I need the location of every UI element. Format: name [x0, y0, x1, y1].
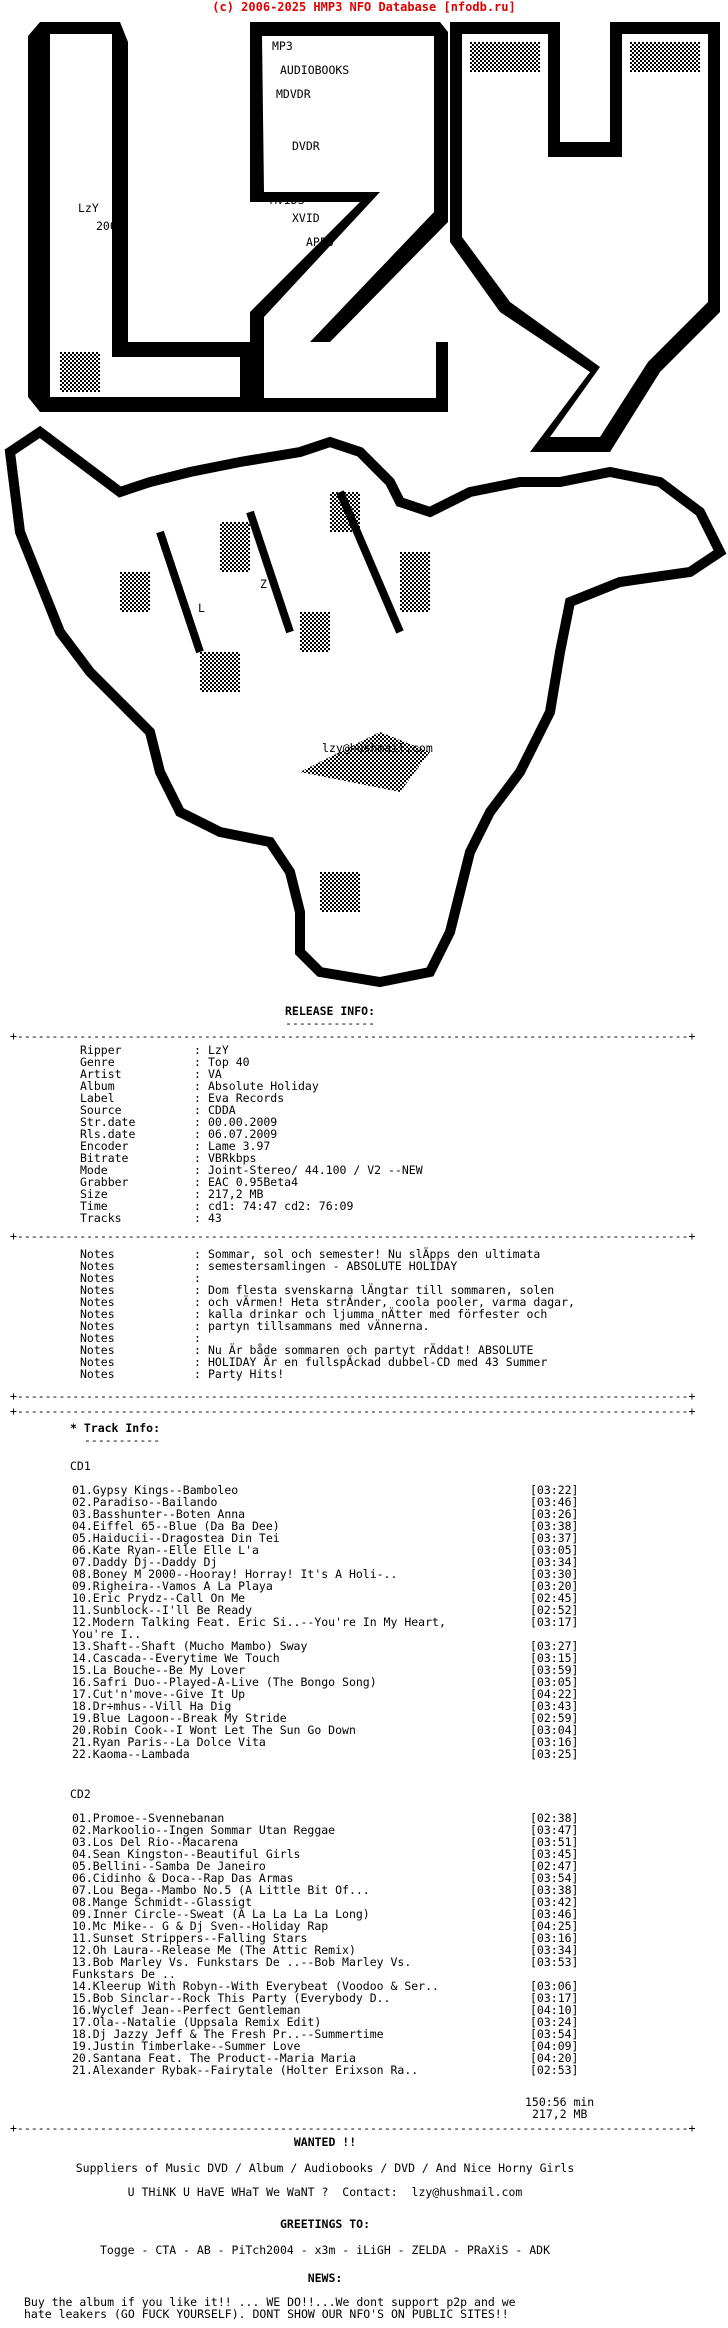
track-title: 20.Santana Feat. The Product--Maria Maria — [72, 2051, 356, 2065]
total-time: 150:56 min — [525, 2095, 595, 2109]
track-title: 05.Bellini--Samba De Janeiro — [72, 1859, 266, 1873]
field-key: Rls.date — [80, 1127, 136, 1141]
track-title: 02.Markoolio--Ingen Sommar Utan Reggae — [72, 1823, 336, 1837]
wanted-line-1: Suppliers of Music DVD / Album / Audiobooks / DVD / And Nice Horny Girls — [75, 2161, 575, 2175]
track-duration: [03:04] — [530, 1723, 579, 1737]
track-title: 12.Oh Laura--Release Me (The Attic Remix) — [72, 1943, 356, 1957]
field-colon: : — [194, 1103, 201, 1117]
note-colon: : — [194, 1319, 201, 1333]
track-duration: [03:34] — [530, 1943, 579, 1957]
field-colon: : — [194, 1151, 201, 1165]
field-colon: : — [194, 1139, 201, 1153]
track-title: 01.Gypsy Kings--Bamboleo — [72, 1483, 239, 1497]
field-colon: : — [194, 1043, 201, 1057]
field-value: VA — [208, 1067, 222, 1081]
track-row — [10, 1748, 660, 1760]
note-colon: : — [194, 1271, 201, 1285]
track-title: 18.Dr÷mhus--Vill Ha Dig — [72, 1699, 232, 1713]
field-colon: : — [194, 1163, 201, 1177]
track-title: 03.Basshunter--Boten Anna — [72, 1507, 246, 1521]
note-colon: : — [194, 1295, 201, 1309]
field-colon: : — [194, 1091, 201, 1105]
cd2-label: CD2 — [70, 1787, 91, 1801]
track-row — [10, 2064, 660, 2076]
news-line-2: hate leakers (GO FUCK YOURSELF). DONT SHOW OUR NFO'S ON PUBLIC SITES!! — [24, 2307, 509, 2321]
track-duration: [03:05] — [530, 1543, 579, 1557]
release-notes — [10, 1248, 650, 1380]
track-duration: [02:53] — [530, 2063, 579, 2077]
art-menu-audiobooks: AUDIOBOOKS — [280, 63, 350, 77]
art-menu-mdvdr: MDVDR — [276, 87, 311, 101]
field-value: Lame 3.97 — [208, 1139, 271, 1153]
section-border-bottom: +-------------------------------------------------------------------------------------------------+ — [10, 1389, 696, 1403]
total-size: 217,2 MB — [532, 2107, 588, 2121]
field-key: Size — [80, 1187, 108, 1201]
track-title: 22.Kaoma--Lambada — [72, 1747, 190, 1761]
track-duration: [03:20] — [530, 1579, 579, 1593]
track-title: 16.Safri Duo--Played-A-Live (The Bongo Song) — [72, 1675, 377, 1689]
track-title: 13.Shaft--Shaft (Mucho Mambo) Sway — [72, 1639, 308, 1653]
track-title: 05.Haiducii--Dragostea Din Tei — [72, 1531, 280, 1545]
track-duration: [03:45] — [530, 1847, 579, 1861]
note-key: Notes — [80, 1343, 115, 1357]
field-colon: : — [194, 1055, 201, 1069]
track-section-border: +-------------------------------------------------------------------------------------------------+ — [10, 1404, 696, 1418]
track-duration: [03:37] — [530, 1531, 579, 1545]
track-title: 06.Cidinho & Doca--Rap Das Armas — [72, 1871, 294, 1885]
field-colon: : — [194, 1199, 201, 1213]
track-title: 03.Los Del Rio--Macarena — [72, 1835, 239, 1849]
note-colon: : — [194, 1367, 201, 1381]
track-info-heading: * Track Info: — [70, 1421, 161, 1435]
track-duration: [03:17] — [530, 1615, 579, 1629]
note-text: Nu Är både sommaren och partyt rÄddat! ABSOLUTE — [208, 1343, 534, 1357]
track-duration: [03:46] — [530, 1495, 579, 1509]
news-heading: NEWS: — [307, 2271, 343, 2285]
track-duration: [03:06] — [530, 1979, 579, 1993]
track-duration: [03:05] — [530, 1675, 579, 1689]
art-menu-mp3: MP3 — [272, 39, 293, 53]
track-title: 16.Wyclef Jean--Perfect Gentleman — [72, 2003, 301, 2017]
track-title: 19.Justin Timberlake--Summer Love — [72, 2039, 301, 2053]
field-key: Bitrate — [80, 1151, 129, 1165]
note-key: Notes — [80, 1355, 115, 1369]
track-title: 11.Sunblock--I'll Be Ready — [72, 1603, 253, 1617]
track-title: 09.Inner Circle--Sweat (A La La La La Long) — [72, 1907, 370, 1921]
field-value: 06.07.2009 — [208, 1127, 278, 1141]
field-value: Eva Records — [208, 1091, 285, 1105]
track-title: 08.Boney M 2000--Hooray! Horray! It's A Holi-.. — [72, 1567, 398, 1581]
track-title: 18.Dj Jazzy Jeff & The Fresh Pr..--Summertime — [72, 2027, 384, 2041]
track-duration: [03:54] — [530, 1871, 579, 1885]
field-key: Mode — [80, 1163, 108, 1177]
release-info-underline: ------------- — [285, 1016, 376, 1030]
note-text: semestersamlingen - ABSOLUTE HOLIDAY — [208, 1259, 458, 1273]
track-title: 15.La Bouche--Be My Lover — [72, 1663, 246, 1677]
note-text: kalla drinkar och ljumma nÄtter med förfester och — [208, 1307, 548, 1321]
note-text: partyn tillsammans med vÄnnerna. — [208, 1319, 430, 1333]
track-duration: [03:15] — [530, 1651, 579, 1665]
wanted-line-2: U THiNK U HaVE WHaT We WaNT ? Contact: lzy@hushmail.com — [127, 2185, 523, 2199]
note-colon: : — [194, 1247, 201, 1261]
track-duration: [03:16] — [530, 1735, 579, 1749]
section-divider: +-------------------------------------------------------------------------------------------------+ — [10, 1229, 696, 1243]
track-duration: [04:22] — [530, 1687, 579, 1701]
track-duration: [02:59] — [530, 1711, 579, 1725]
track-duration: [02:52] — [530, 1603, 579, 1617]
field-key: Grabber — [80, 1175, 129, 1189]
track-duration: [03:42] — [530, 1895, 579, 1909]
news-line-1: Buy the album if you like it!! ... WE DO!!...We dont support p2p and we — [24, 2295, 516, 2309]
track-duration: [03:38] — [530, 1883, 579, 1897]
field-key: Album — [80, 1079, 115, 1093]
note-text: och vÄrmen! Heta strÄnder, coola pooler, varma dagar, — [208, 1295, 575, 1309]
track-title: Funkstars De .. — [72, 1967, 176, 1981]
note-key: Notes — [80, 1319, 115, 1333]
field-colon: : — [194, 1211, 201, 1225]
field-colon: : — [194, 1115, 201, 1129]
track-duration: [03:38] — [530, 1519, 579, 1533]
note-key: Notes — [80, 1367, 115, 1381]
hand-letter-y: Y — [354, 529, 361, 543]
track-title: 04.Sean Kingston--Beautiful Girls — [72, 1847, 301, 1861]
field-key: Artist — [80, 1067, 122, 1081]
field-key: Genre — [80, 1055, 115, 1069]
track-title: 10.Eric Prydz--Call On Me — [72, 1591, 246, 1605]
field-key: Label — [80, 1091, 115, 1105]
track-title: 17.Cut'n'move--Give It Up — [72, 1687, 246, 1701]
note-key: Notes — [80, 1271, 115, 1285]
field-value: Absolute Holiday — [208, 1079, 319, 1093]
track-duration: [03:27] — [530, 1639, 579, 1653]
track-title: 06.Kate Ryan--Elle Elle L'a — [72, 1543, 259, 1557]
track-duration: [02:45] — [530, 1591, 579, 1605]
track-title: 21.Alexander Rybak--Fairytale (Holter Erixson Ra.. — [72, 2063, 419, 2077]
track-title: 07.Lou Bega--Mambo No.5 (A Little Bit Of... — [72, 1883, 370, 1897]
art-group-name: LzY — [78, 201, 99, 215]
track-duration: [03:24] — [530, 2015, 579, 2029]
track-title: 17.Ola--Natalie (Uppsala Remix Edit) — [72, 2015, 322, 2029]
track-title: 14.Kleerup With Robyn--With Everybeat (Voodoo & Ser.. — [72, 1979, 439, 1993]
track-duration: [02:47] — [530, 1859, 579, 1873]
track-title: 08.Mange Schmidt--Glassigt — [72, 1895, 253, 1909]
field-value: CDDA — [208, 1103, 236, 1117]
field-colon: : — [194, 1127, 201, 1141]
track-title: 07.Daddy Dj--Daddy Dj — [72, 1555, 218, 1569]
track-duration: [03:53] — [530, 1955, 579, 1969]
note-colon: : — [194, 1331, 201, 1345]
field-key: Ripper — [80, 1043, 122, 1057]
track-title: 11.Sunset Strippers--Falling Stars — [72, 1931, 308, 1945]
note-colon: : — [194, 1343, 201, 1357]
cd2-tracklist — [10, 1812, 660, 2076]
art-menu-apps: APPS — [306, 235, 334, 249]
note-colon: : — [194, 1259, 201, 1273]
track-duration: [03:51] — [530, 1835, 579, 1849]
track-title: 12.Modern Talking Feat. Eric Si..--You're In My Heart, — [72, 1615, 446, 1629]
note-colon: : — [194, 1283, 201, 1297]
field-value: cd1: 74:47 cd2: 76:09 — [208, 1199, 354, 1213]
track-duration: [03:17] — [530, 1991, 579, 2005]
track-title: 21.Ryan Paris--La Dolce Vita — [72, 1735, 266, 1749]
field-key: Encoder — [80, 1139, 129, 1153]
hand-outline — [10, 432, 720, 982]
track-title: 14.Cascada--Everytime We Touch — [72, 1651, 280, 1665]
track-title: 10.Mc Mike-- G & Dj Sven--Holiday Rap — [72, 1919, 329, 1933]
track-duration: [04:10] — [530, 2003, 579, 2017]
track-title: 09.Righeira--Vamos A La Playa — [72, 1579, 273, 1593]
track-duration: [04:09] — [530, 2039, 579, 2053]
note-key: Notes — [80, 1247, 115, 1261]
field-key: Str.date — [80, 1115, 136, 1129]
note-row — [10, 1368, 650, 1380]
greetings-list: Togge - CTA - AB - PiTch2004 - x3m - iLiGH - ZELDA - PRaXiS - ADK — [99, 2243, 551, 2257]
art-email: lzy@hushmail.com — [322, 741, 433, 755]
track-duration: [03:54] — [530, 2027, 579, 2041]
track-duration: [02:38] — [530, 1811, 579, 1825]
note-colon: : — [194, 1355, 201, 1369]
track-duration: [03:26] — [530, 1507, 579, 1521]
note-text: Dom flesta svenskarna lÄngtar till sommaren, solen — [208, 1283, 555, 1297]
field-value: Top 40 — [208, 1055, 250, 1069]
track-title: 01.Promoe--Svennebanan — [72, 1811, 225, 1825]
note-text: Sommar, sol och semester! Nu slÄpps den ultimata — [208, 1247, 541, 1261]
art-menu-dvdr: DVDR — [292, 139, 320, 153]
track-duration: [03:43] — [530, 1699, 579, 1713]
track-duration: [03:22] — [530, 1483, 579, 1497]
track-duration: [03:25] — [530, 1747, 579, 1761]
field-value: VBRkbps — [208, 1151, 257, 1165]
note-key: Notes — [80, 1259, 115, 1273]
art-year: 2009 — [96, 219, 124, 233]
cd1-tracklist — [10, 1484, 660, 1760]
track-duration: [04:20] — [530, 2051, 579, 2065]
field-colon: : — [194, 1079, 201, 1093]
track-duration: [03:46] — [530, 1907, 579, 1921]
note-text: Party Hits! — [208, 1367, 285, 1381]
note-key: Notes — [80, 1331, 115, 1345]
field-value: 217,2 MB — [208, 1187, 264, 1201]
hand-letter-l: L — [198, 601, 205, 615]
art-menu-mvids: MVIDS — [270, 193, 305, 207]
track-title: 19.Blue Lagoon--Break My Stride — [72, 1711, 287, 1725]
release-info-heading — [285, 1005, 375, 1029]
track-title: You're I.. — [72, 1627, 142, 1641]
release-info-title: RELEASE INFO: — [285, 1004, 376, 1018]
wanted-heading: WANTED !! — [293, 2135, 357, 2149]
track-duration: [03:47] — [530, 1823, 579, 1837]
track-info-underline: ----------- — [84, 1433, 161, 1447]
field-colon: : — [194, 1067, 201, 1081]
cd1-label: CD1 — [70, 1459, 91, 1473]
track-title: 15.Bob Sinclar--Rock This Party (Everybody D.. — [72, 1991, 391, 2005]
field-value: EAC 0.95Beta4 — [208, 1175, 299, 1189]
track-duration: [04:25] — [530, 1919, 579, 1933]
field-value: LzY — [208, 1043, 229, 1057]
track-title: 13.Bob Marley Vs. Funkstars De ..--Bob Marley Vs. — [72, 1955, 412, 1969]
field-value: Joint-Stereo/ 44.100 / V2 --NEW — [208, 1163, 423, 1177]
track-title: 04.Eiffel 65--Blue (Da Ba Dee) — [72, 1519, 280, 1533]
lzy-ascii-logo — [0, 12, 728, 1002]
section-border-top: +-------------------------------------------------------------------------------------------------+ — [10, 1029, 696, 1043]
track-title: 02.Paradiso--Bailando — [72, 1495, 218, 1509]
note-colon: : — [194, 1307, 201, 1321]
logo-drawing — [0, 12, 728, 1002]
field-colon: : — [194, 1175, 201, 1189]
track-duration: [03:34] — [530, 1555, 579, 1569]
hand-letter-z: Z — [260, 577, 267, 591]
release-fields — [10, 1044, 650, 1224]
field-value: 43 — [208, 1211, 222, 1225]
field-value: 00.00.2009 — [208, 1115, 278, 1129]
note-key: Notes — [80, 1295, 115, 1309]
field-colon: : — [194, 1187, 201, 1201]
track-duration: [03:16] — [530, 1931, 579, 1945]
note-key: Notes — [80, 1307, 115, 1321]
field-key: Tracks — [80, 1211, 122, 1225]
track-duration: [03:30] — [530, 1567, 579, 1581]
note-text: HOLIDAY Är en fullspÄckad dubbel-CD med 43 Summer — [208, 1355, 548, 1369]
track-duration: [03:59] — [530, 1663, 579, 1677]
field-row — [10, 1212, 650, 1224]
site-banner: (c) 2006-2025 HMP3 NFO Database [nfodb.ru] — [212, 0, 516, 14]
note-key: Notes — [80, 1283, 115, 1297]
greetings-heading: GREETINGS TO: — [279, 2217, 370, 2231]
field-key: Time — [80, 1199, 108, 1213]
wanted-border-top: +-------------------------------------------------------------------------------------------------+ — [10, 2121, 696, 2135]
track-title: 20.Robin Cook--I Wont Let The Sun Go Down — [72, 1723, 356, 1737]
field-key: Source — [80, 1103, 122, 1117]
art-menu-xvid: XVID — [292, 211, 320, 225]
